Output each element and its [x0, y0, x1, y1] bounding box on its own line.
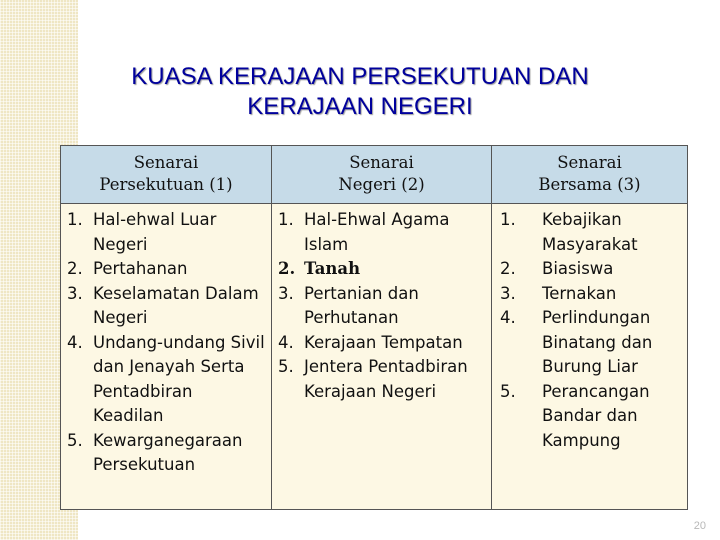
list-item: 3. Keselamatan Dalam Negeri	[67, 283, 259, 327]
list-item: 5. Perancangan Bandar dan Kampung	[500, 381, 650, 450]
header-federal-list: Senarai Persekutuan (1)	[61, 146, 272, 204]
header-state-list: Senarai Negeri (2)	[272, 146, 492, 204]
list-item: 5. Jentera Pentadbiran Kerajaan Negeri	[278, 357, 468, 401]
list-item: 1. Hal-ehwal Luar Negeri	[67, 210, 217, 254]
list-item: 2. Biasiswa	[500, 259, 614, 278]
powers-table	[60, 145, 688, 510]
slide-title	[80, 62, 640, 122]
list-item: 4. Kerajaan Tempatan	[278, 332, 463, 352]
page-number: 20	[693, 520, 706, 532]
list-item: 3. Ternakan	[500, 283, 617, 303]
list-item-highlighted: 2. Tanah	[278, 259, 361, 278]
table-body-row	[61, 204, 688, 510]
list-item: 2. Pertahanan	[67, 259, 188, 278]
list-item: 5. Kewarganegaraan Persekutuan	[67, 430, 243, 474]
state-list-cell	[272, 204, 492, 510]
concurrent-list	[492, 204, 687, 453]
list-item: 4. Undang-undang Sivil dan Jenayah Serta Pentadbiran Keadilan	[67, 332, 265, 425]
title-line-2: KERAJAAN NEGERI	[247, 93, 473, 120]
list-item: 4. Perlindungan Binatang dan Burung Liar	[500, 308, 653, 376]
federal-list-cell	[61, 204, 272, 510]
federal-list	[61, 204, 271, 478]
header-concurrent-list: Senarai Bersama (3)	[492, 146, 688, 204]
list-item: 1. Hal-Ehwal Agama Islam	[278, 210, 450, 254]
concurrent-list-cell	[492, 204, 688, 510]
list-item: 3. Pertanian dan Perhutanan	[278, 283, 419, 327]
title-line-1: KUASA KERAJAAN PERSEKUTUAN DAN	[131, 63, 589, 90]
table-header-row	[61, 146, 688, 204]
list-item: 1. Kebajikan Masyarakat	[500, 210, 638, 254]
state-list	[272, 204, 491, 404]
